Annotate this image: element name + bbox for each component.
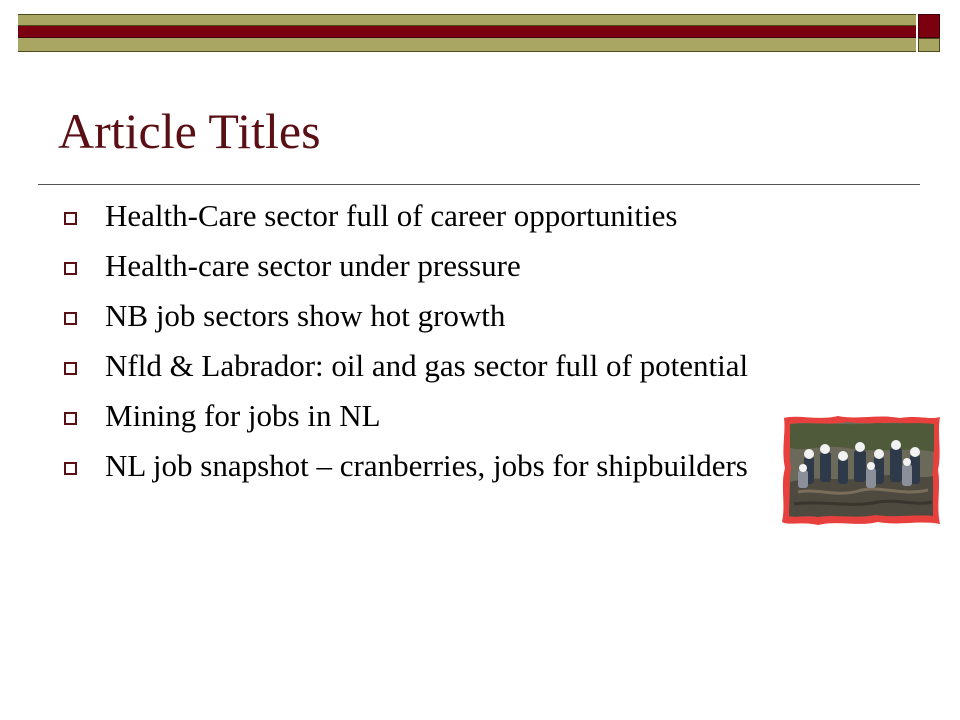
bullet-item	[60, 248, 840, 284]
bullet-text: NB job sectors show hot growth	[105, 298, 506, 333]
square-bullet-icon	[64, 262, 77, 275]
bullet-item	[60, 398, 840, 434]
slide-title: Article Titles	[58, 103, 321, 159]
title-divider	[38, 184, 920, 185]
bullet-text: Health-Care sector full of career opportunities	[105, 198, 678, 233]
bullet-text: Mining for jobs in NL	[105, 398, 381, 433]
bullet-text: NL job snapshot – cranberries, jobs for shipbuilders	[105, 448, 748, 483]
bullet-text: Nfld & Labrador: oil and gas sector full of potential	[105, 348, 749, 383]
banner-olive-stripe-bottom	[18, 38, 916, 52]
banner-red-stripe	[18, 26, 916, 38]
square-bullet-icon	[64, 212, 77, 225]
bullet-text: Health-care sector under pressure	[105, 248, 521, 283]
square-bullet-icon	[64, 412, 77, 425]
bullet-item	[60, 298, 840, 334]
banner-olive-stripe-top	[18, 14, 916, 26]
bullet-item	[60, 448, 845, 484]
banner-red-square	[918, 14, 940, 38]
bullet-item	[60, 348, 840, 384]
square-bullet-icon	[64, 312, 77, 325]
bullet-item	[60, 198, 840, 234]
square-bullet-icon	[64, 362, 77, 375]
group-of-workers-in-hard-hats-photo	[778, 412, 944, 528]
banner-olive-square	[918, 38, 940, 52]
square-bullet-icon	[64, 462, 77, 475]
bullet-list	[60, 198, 840, 498]
top-decorative-banner	[18, 14, 940, 56]
